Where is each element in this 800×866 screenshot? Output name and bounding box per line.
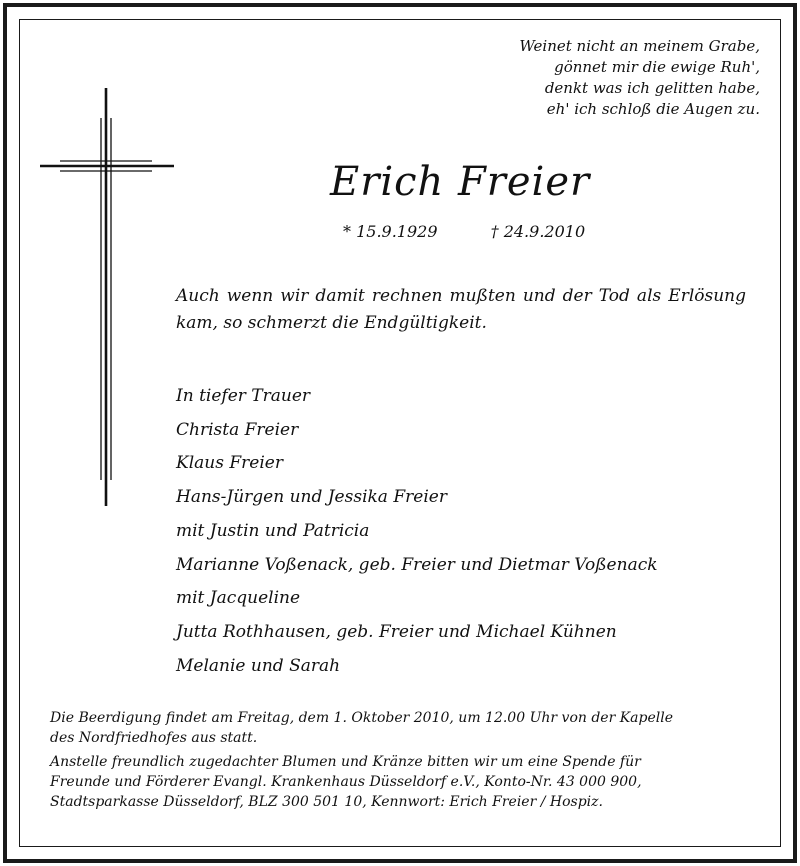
mourners-list xyxy=(176,380,756,683)
life-dates xyxy=(343,220,585,244)
funeral-line: Die Beerdigung findet am Freitag, dem 1. Oktober 2010, um 12.00 Uhr von der Kapelle xyxy=(50,710,674,726)
mourner-line: Klaus Freier xyxy=(176,453,283,474)
intro-line: Erlösung kam, so schmerzt die Endgültigkeit. xyxy=(176,286,746,333)
donation-line: Stadtsparkasse Düsseldorf, BLZ 300 501 10, Kennwort: Erich Freier / Hospiz. xyxy=(50,794,603,810)
verse-line: eh' ich schloß die Augen zu. xyxy=(546,100,760,118)
mourner-line: Christa Freier xyxy=(176,419,299,440)
intro-line: Auch wenn wir damit rechnen mußten und der Tod als xyxy=(176,286,662,306)
donation-line: Freunde und Förderer Evangl. Krankenhaus Düsseldorf e.V., Konto-Nr. 43 000 900, xyxy=(50,774,642,790)
mourner-line: mit Justin und Patricia xyxy=(176,520,370,541)
mourners-heading: In tiefer Trauer xyxy=(176,386,311,406)
birth-date: * 15.9.1929 xyxy=(343,222,438,241)
funeral-information xyxy=(50,708,750,812)
funeral-line: des Nordfriedhofes aus statt. xyxy=(50,730,258,746)
donation-line: Anstelle freundlich zugedachter Blumen und Kränze bitten wir um eine Spende für xyxy=(50,754,641,770)
intro-text xyxy=(176,283,746,337)
verse-line: denkt was ich gelitten habe, xyxy=(544,79,760,97)
mourner-line: Marianne Voßenack, geb. Freier und Dietmar Voßenack xyxy=(176,554,658,575)
mourner-line: Jutta Rothhausen, geb. Freier und Michael Kühnen xyxy=(176,621,617,642)
christian-cross-icon xyxy=(40,88,174,506)
mourner-line: Melanie und Sarah xyxy=(176,655,341,676)
mourner-line: Hans-Jürgen und Jessika Freier xyxy=(176,487,447,508)
death-date: † 24.9.2010 xyxy=(490,222,586,241)
verse-line: Weinet nicht an meinem Grabe, xyxy=(519,37,760,55)
verse-line: gönnet mir die ewige Ruh', xyxy=(554,58,760,76)
deceased-name: Erich Freier xyxy=(330,159,591,205)
memorial-verse xyxy=(500,36,760,120)
mourner-line: mit Jacqueline xyxy=(176,588,301,609)
